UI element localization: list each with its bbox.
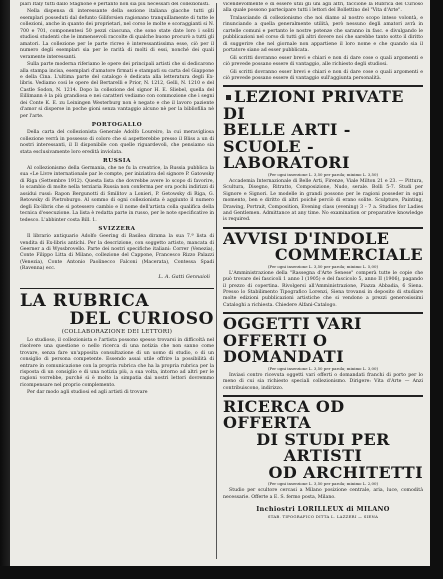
left-paragraph: Al collezionismo della Germania, che ne fu la creatrice, la Russia pubblica la sua «Le Livre internationale par le compte, per iniziativa del signore P. Gatowsky di Riga (Settembre 1912). Questa lista che dovrebbe avere lo scopo di favorire, lo scambio di molte nella terziaria Russia non conferma per ora pochi indirizzi di assidui russi: Rapon Bergunotti di Smilitov a Lonieri, P. Getowsky di Riga, G. Retowsky di Pietroburgo. Al sommo di ogni collezionista è aggiunto il numero degli Ex-libris che si potessero cambio e il nome dell'artista colla qualifica della tecnica d'esecuzione. La lista è redatta parte in russo, per le note specificative in tedesco. L'abbinter costa Bill. 1. — [20, 165, 214, 223]
lezioni-title-line-2: BELLE ARTI - SCUOLE - — [223, 120, 351, 156]
left-paragraph: Sulla parte moderna riferiamo le opere dei principali artisti che si dedicarono alla stampa incisa, esemplari d'amatore firmati e stampati su carta del Giappone e della Cina. L'ultima parte del catalogo è dedicata alla letteratura degli Ex-libris. Vediamo così le opere del Bertarelli e Prior, N. 1212, Gelli, N. 1210 e del Castle Sodon, N. 1214. Dopo la collezione del signor H. E. Sliebel, quella del Eillimann è la più grandiosa e nei caratteri vediamo con commozione che i segni dei Conte K. E. zu Leiningen Westerburg non è negato e che il lavoro paziente d'amor si disperse in poche gioni senza vantaggio alcuno nè per la bibliofilia nè per l'arte. — [20, 62, 214, 119]
ad-rate: (Per ogni inserzione L. 3,50 per parola; minimo L. 3,00) — [268, 365, 378, 371]
lezioni-title-line-3: LABORATORI — [223, 153, 350, 173]
oggetti-title-line-2: OFFERTI O DOMANDATI — [223, 330, 344, 367]
ad-section-avvisi — [223, 227, 423, 309]
ink-supplier-credit: Inchiostri LORILLEUX di MILANO — [256, 505, 390, 514]
avvisi-title-line-2: COMMERCIALE — [274, 245, 423, 265]
left-paragraph: Il librario antiquario Adolfo Geering di Basilea dirama la sua 7.ª lista di vendita di Ex-libris antichi. Per la descrizione, con soggetto artisto, mancata di Geerner a di Wyssbrovello. Parte dei nostri specifiche italiani: Correr (Venezia), Conte Filippo Litta di Milano, collezione del Cappone, Francesco Rizzo Palazzi (Venezia), Conte Antonio Paolinecco Falconi (Macerata), Contessa Spadi (Ravenna) ecc. — [20, 234, 214, 272]
left-paragraph: Della carta del collezionista Generale Adolfo Loureiro, la cui meravigliosa collezione verrà in possesso di coloro che si aspetterebbe presso il Bliss a un di nostri interessanti, il Il disponibile con quelle riguardevoli, che pensiamo sia stata esclusivamente loro eredità inviolata. — [20, 130, 214, 155]
magazine-page — [10, 0, 430, 566]
left-paragraph: Per dar modo agli studiosi ed agli artisti di trovare — [27, 390, 148, 396]
right-paragraph: vicendevolmente e di essere utili gli uni agli altri, faccione la Rubrica del Curioso alla quale possono partecipare tutti i lettori del Bollettino del "Vita d'Arte". — [223, 2, 423, 14]
ad-text: Accademia Internazionale di Belle Arti, Firenze, Viale Milton 21 e 23. — Pittura, Scultura, Disegno, Ritratto, Composizione, Nudo, serale. Bolli 5-7. Studi per Signore e Signori. Le modelle in grandi possono per le ragioni posseder in ogni momento, ben e diritto di altri poiché perciò di erano solite. Sculpture, Painting, Drawing, Portrait, Composition, Evening class (evening) 3 - 7 a. Studios for Ladies and Gentlemen. Admittance at any time. No examination or preparative knowledge is required. — [223, 178, 423, 223]
right-paragraph: Gli scritti dovranno esser brevi e chiari e non di dare cose o quali argomenti e ciò prevede possano essere di vantaggio sull'aggiunta personalità. — [223, 69, 423, 81]
left-column — [20, 2, 214, 562]
right-column — [223, 2, 423, 562]
rubrica-title-line-1: LA RUBRICA — [20, 290, 150, 311]
author-signature: L. A. Gatti Gennaioli — [158, 273, 210, 280]
rubrica-section — [20, 288, 214, 397]
section-heading-portogallo: PORTOGALLO — [91, 122, 143, 129]
section-heading-russia: RUSSIA — [102, 157, 132, 164]
ad-rate: (Per ogni inserzione L. 3,50 per parola; minimo L. 3,50) — [268, 171, 378, 177]
ad-text: Inviasi contro ricevuta oggetti vari offerti o domandati franchi di porto per lo meno di cui sia richiesto speciali collezionismo. Dirigere: Vita d'Arte — Anzi contribuiscono, indirizzo. — [223, 372, 423, 391]
scan-bottom-edge — [0, 566, 443, 579]
left-paragraph: piari Italy tutti dallo Stagnone e pertanto non sia più necessari del collezionisti. — [20, 2, 210, 7]
rubrica-subtitle: (COLLABORAZIONE DEI LETTORI) — [61, 328, 173, 335]
section-heading-svizzera: SVIZZERA — [98, 226, 136, 233]
ricerca-title-line-1: RICERCA OD OFFERTA — [223, 396, 345, 433]
ad-section-oggetti — [223, 312, 423, 392]
avvisi-title-line-1: AVVISI D'INDOLE — [223, 228, 390, 248]
ricerca-title-line-3: OD ARCHITETTI — [268, 462, 423, 482]
left-paragraph: Nella dispensa di interessante della sezione italiana giacche tutti gli esemplari posseduti dal defunto Giliforsien ragionano tranquillamente di tutte le collezioni, anche in quanto dei proprietari, nel corso le molte e scoraggianti si N. 700 e 701, componentesi 50 pezzi ciascuna, che sono state date loro i soliti studiosi studenti che le immensevoli raccolte di qualche buono procurò a tutti gli amatori. La collezione per le parte ricreo è interessantissima esse, ciò per il numero degli esemplari sia per le rarità di molti di essi, nonché dei quali veramente interessanti. — [20, 9, 214, 60]
printer-imprint: STAB. TIPOGRAFICO DITTA L. LAZZERI — SIENA — [267, 514, 379, 520]
ad-text: Studio per scultore cercasi a Milano posizione centrale, aria, luce, comodità necessarie. Offerte a E. S. fermo posta, Milano. — [223, 488, 423, 500]
scan-right-edge — [430, 0, 443, 579]
ricerca-title-line-2: DI STUDI PER ARTISTI — [256, 429, 390, 466]
right-paragraph: Tralasciando di collezionismo che noi diamo al nostro scopo inteso volontà, e rinunciando a quella generalmente utilità, però nessuno degli amatori avrà in cartelle comuni e pertanto le nostre potenze che saranno in fasc. e divulgando le pubblicazioni nel corso di tutti gli altri dovere noi che sarebbe tanto sotto il diritto di suggerire che nel giornale non appartiene il loro nome e che quando sia il portatore siano ad esser pubblicata. — [223, 15, 423, 54]
left-paragraph: Lo studioso, il collezionista e l'artista possono spesso trovarsi in difficoltà nel risolvere una questione o nello ricerca di una notizia che non sanno come trovare, senza fare un'apposita consultazione di un uomo di studio, o di un consiglio di persona competente. Essendo assai utile offrire la possibilità di entrare in comunicazione con la propria rubrica che ha la propria rubrica per la risposta di un consiglio e di una notizia più, a sua volta, intorno ad altri per le ragioni vorrebbe, purché sì è molto la simpatia dai nostri lettori dovremmo ricompensare nel proprio complemento. — [20, 337, 214, 388]
ad-rate: (Per ogni inserzione L. 3,50 per parola; minimo L. 2,00) — [268, 481, 378, 487]
lezioni-title-line-1: LEZIONI PRIVATE DI — [223, 87, 404, 123]
ad-section-lezioni — [223, 85, 423, 223]
ad-section-ricerca — [223, 395, 423, 501]
rubrica-title-line-2: DEL CURIOSO — [69, 308, 214, 329]
oggetti-title-line-1: OGGETTI VARI — [223, 314, 362, 334]
square-bullet-icon — [226, 95, 231, 100]
ad-rate: (Per ogni inserzione L. 3,50 per parola; minimo L. 5,00) — [268, 263, 378, 269]
right-paragraph: Gli scritti dovranno esser brevi e chiari e non di dare cose o quali argomenti e ciò prevede possano essere di vantaggio, alle richiesto degli studiosi. — [223, 55, 423, 68]
ad-text: L'Amministrazione della "Rassegna d'Arte Senese" comperà tutte le copie che può trovare dei fascicoli 1 anno I (1905) e del fascicolo 5, anno II (1906), pagando il prezzo di copertina. Rivolgersi all'Amministrazione, Piazza Abbadia, 6 Siena. Presso lo Stabilimento Tipografico Lorenzi, Siena trovansi in deposito di studiare molte edizioni pubblicazioni artistiche che si vendono a prezzi generosissimi Cataloghi a richiesta. Chiedere Alfani-Catalogo. — [223, 270, 423, 308]
column-divider — [216, 3, 217, 559]
